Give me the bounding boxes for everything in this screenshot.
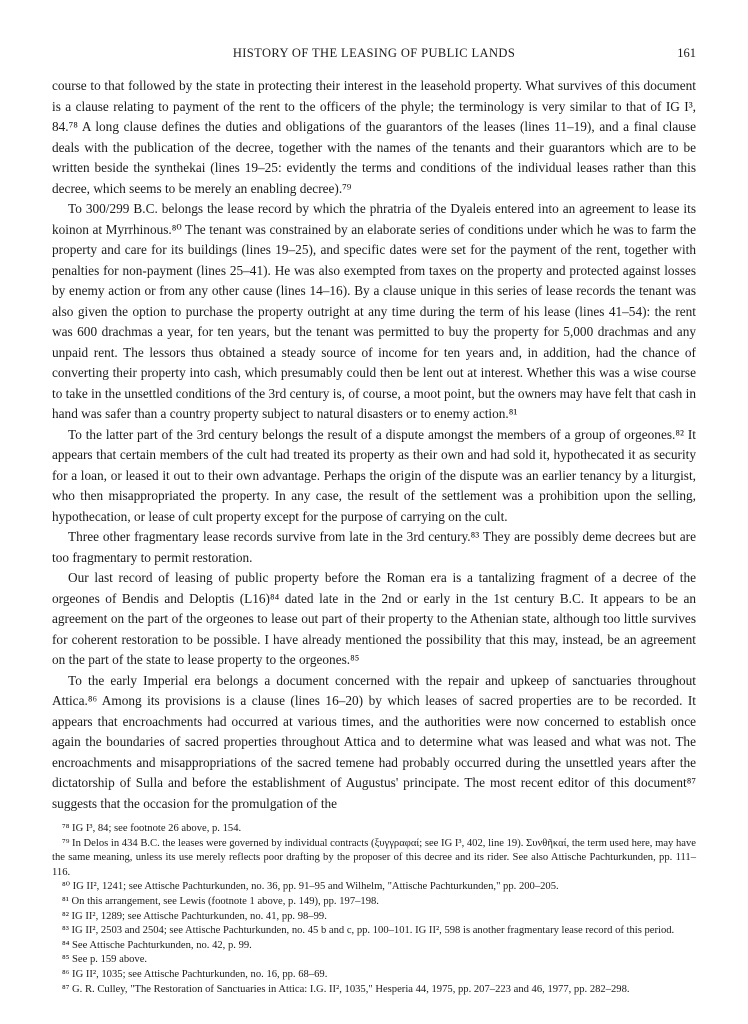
footnote: ⁷⁸ IG I³, 84; see footnote 26 above, p. 154. — [62, 823, 242, 834]
paragraph-imperial-era: To the early Imperial era belongs a document concerned with the repair and upkeep of sanctuaries throughout Attica.⁸⁶ Among its provisions is a clause (lines 16–20) by which leases of sacred properties are to be recorded. It appears that encroachments had occurred at various times, and the authorities were now concerned to establish once again the boundaries of sacred properties throughout Attica and to determine what was leased and what was not. The encroachments and misappropriations of the sacred temene had probably occurred during the unsettled years after the dictatorship of Sulla and before the establishment of Augustus' principate. The most recent editor of this document⁸⁷ suggests that the occasion for the promulgation of the — [52, 672, 696, 811]
body-text — [52, 76, 696, 814]
footnote: ⁸¹ On this arrangement, see Lewis (footnote 1 above, p. 149), pp. 197–198. — [62, 895, 379, 907]
paragraph-continuation: course to that followed by the state in protecting their interest in the leasehold property. What survives of this document is a clause relating to payment of the rent to the officers of the phyle; the terminology is very similar to that of IG I³, 84.⁷⁸ A long clause defines the duties and obligations of the guarantors of the leases (lines 11–19), and a final clause deals with the publication of the decree, together with the names of the tenants and their guarantors which are to be written beside the synthekai (lines 19–25: evidently the terms and conditions of the individual leases rather than this decree, which seems to be merely an enabling decree).⁷⁹ — [52, 78, 696, 196]
footnotes — [52, 822, 696, 997]
paragraph-fragmentary-records: Three other fragmentary lease records survive from late in the 3rd century.⁸³ They are possibly deme decrees but are too fragmentary to permit restoration. — [52, 529, 696, 565]
footnote: ⁸³ IG II², 2503 and 2504; see Attische Pachturkunden, no. 45 b and c, pp. 100–101. IG II², 598 is another fragmentary lease record of this period. — [62, 925, 675, 937]
footnote: ⁸⁰ IG II², 1241; see Attische Pachturkunden, no. 36, pp. 91–95 and Wilhelm, "Attische Pachturkunden," pp. 200–205. — [62, 881, 559, 893]
footnote: ⁷⁹ In Delos in 434 B.C. the leases were governed by individual contracts (ξυγγραφαί; see IG I³, 402, line 19). Συνθῆκαί, the term used here, may have the same meaning, unless its use merely reflects poor drafting by the proposer of this decree and its rider. See also Attische Pachturkunden, pp. 111–116. — [52, 837, 696, 878]
paragraph-orgeones-dispute: To the latter part of the 3rd century belongs the result of a dispute amongst the members of a group of orgeones.⁸² It appears that certain members of the cult had treated its property as their own and had sold it, hypothecated it as security for a loan, or leased it out to their own advantage. Perhaps the origin of the dispute was an earlier tenancy by a liturgist, who then misappropriated the property. In any case, the result of the settlement was a prohibition upon the selling, hypothecation, or lease of cult property except for the purpose of carrying on the cult. — [52, 426, 696, 524]
paragraph-dyaleis-lease: To 300/299 B.C. belongs the lease record by which the phratria of the Dyaleis entered into an agreement to lease its koinon at Myrrhinous.⁸⁰ The tenant was constrained by an elaborate series of conditions under which he was to farm the property and care for its buildings (lines 19–25), and specific dates were set for the payment of the rent, together with penalties for non-payment (lines 25–41). He was also exempted from taxes on the property and protected against losses by enemy action or from any other cause (lines 14–16). By a clause unique in this series of lease records the tenant was also given the option to purchase the property outright at any time during the term of his lease (lines 41–54): the rent was 600 drachmas a year, for ten years, but the tenant was permitted to buy the property for 5,000 drachmas and any unpaid rent. The lessors thus obtained a steady source of income for ten years and, in addition, had the chance of converting their property into cash, which presumably could then be lent out at interest. Whether this was a wise course to take in the unsettled conditions of the 3rd century is, of course, a moot point, but the owners may have felt that cash in hand was safer than a country property subject to natural disasters or to enemy action.⁸¹ — [52, 201, 696, 421]
paragraph-bendis-deloptis: Our last record of leasing of public property before the Roman era is a tantalizing fragment of a decree of the orgeones of Bendis and Deloptis (L16)⁸⁴ dated late in the 2nd or early in the 1st century B.C. It appears to be an agreement on the part of the orgeones to lease out part of their property to the Athenian state, although too little survives for coherent restoration to be possible. I have already mentioned the possibility that this may, instead, be an agreement on the part of the state to lease property to the orgeones.⁸⁵ — [52, 570, 696, 667]
page-number: 161 — [677, 46, 696, 60]
footnote: ⁸⁷ G. R. Culley, "The Restoration of Sanctuaries in Attica: I.G. II², 1035," Hesperia 44, 1975, pp. 207–223 and 46, 1977, pp. 282–298. — [62, 983, 630, 995]
footnote: ⁸⁴ See Attische Pachturkunden, no. 42, p. 99. — [62, 939, 252, 951]
footnote: ⁸⁵ See p. 159 above. — [62, 954, 148, 966]
footnote: ⁸⁶ IG II², 1035; see Attische Pachturkunden, no. 16, pp. 68–69. — [62, 968, 328, 980]
running-title: HISTORY OF THE LEASING OF PUBLIC LANDS — [232, 46, 516, 60]
running-header — [52, 46, 696, 66]
footnote: ⁸² IG II², 1289; see Attische Pachturkunden, no. 41, pp. 98–99. — [62, 910, 327, 922]
